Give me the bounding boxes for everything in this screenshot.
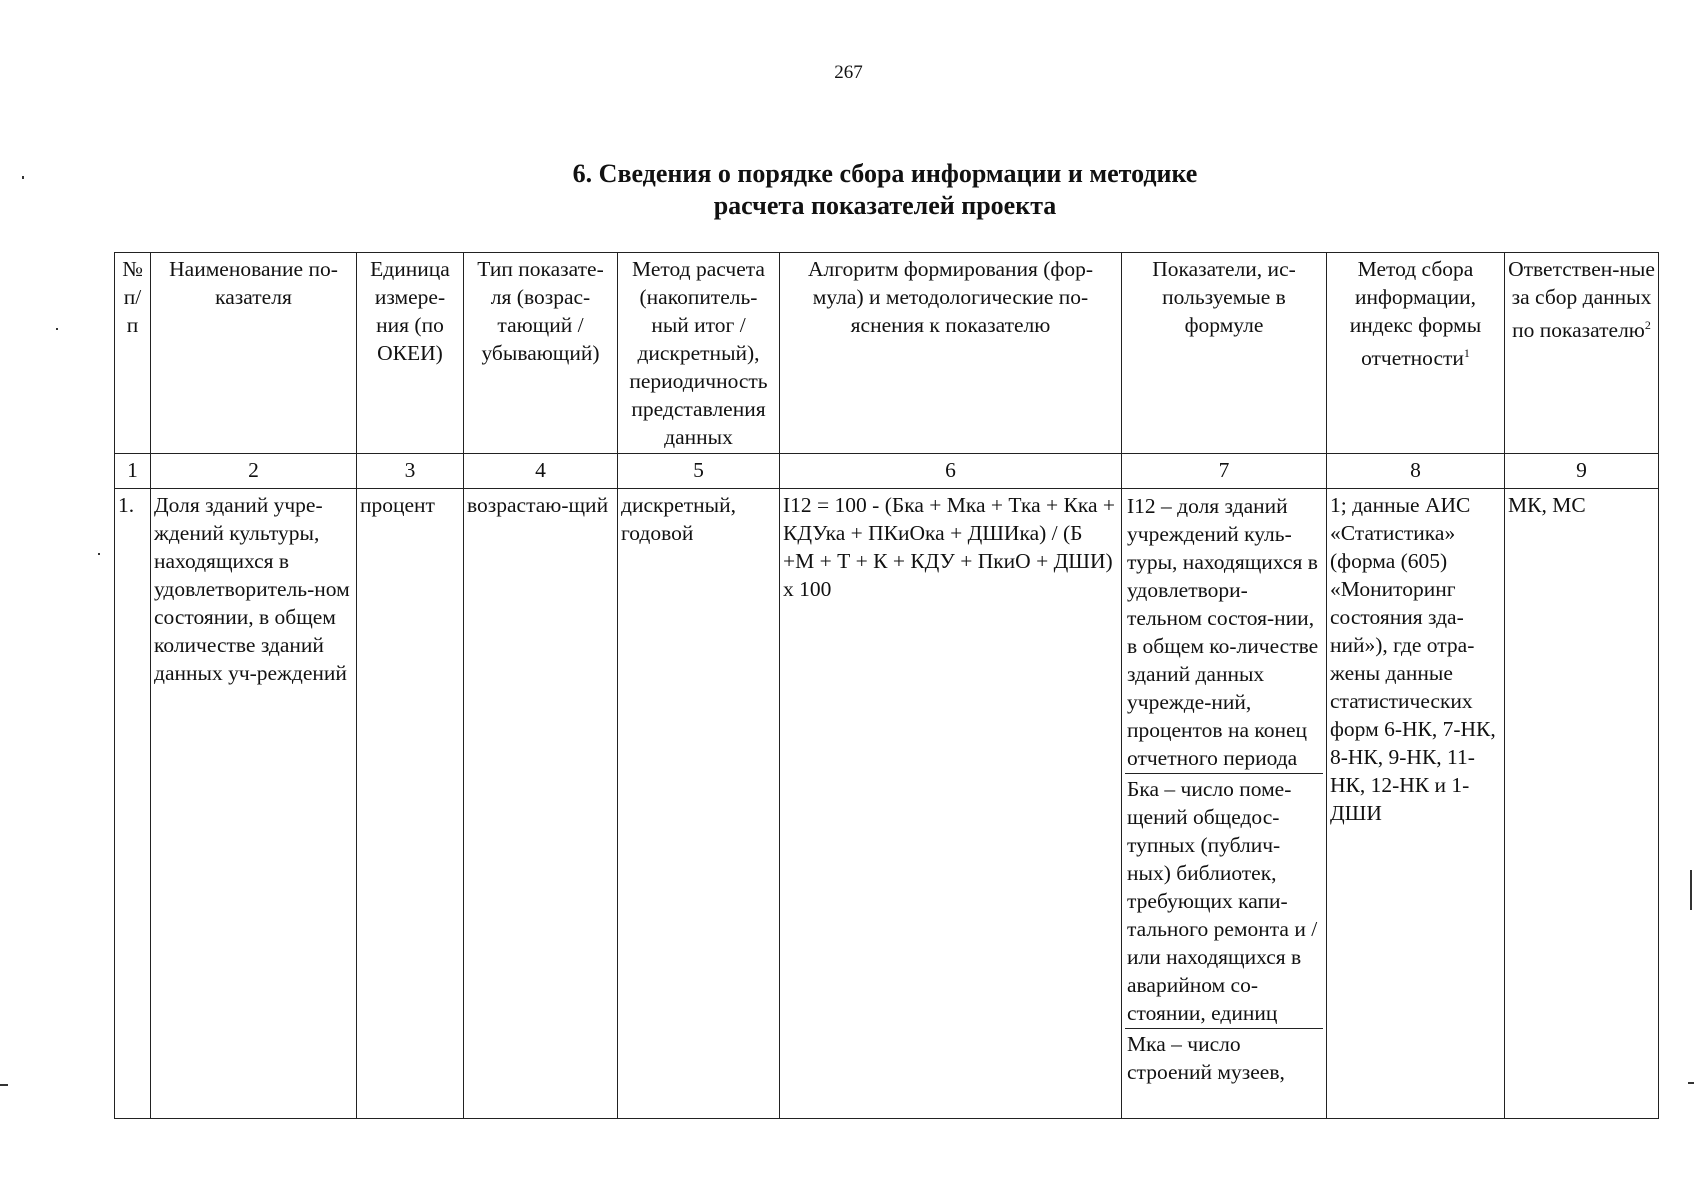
footnote-marker-2: 2 (1644, 318, 1651, 332)
collection-method-cell: 1; данные АИС «Статистика» (форма (605) «Мониторинг состояния зда-ний»), где отра-жены данные статистических форм 6-НК, 7-НК, 8-НК, 9-НК, 11-НК, 12-НК и 1-ДШИ (1327, 489, 1505, 1119)
type-cell: возрастаю-щий (464, 489, 618, 1119)
header-cell-unit: Единица измере-ния (по ОКЕИ) (357, 253, 464, 454)
column-number: 2 (151, 454, 357, 489)
title-line-1: 6. Сведения о порядке сбора информации и методике (572, 159, 1198, 188)
scan-speck (98, 553, 100, 555)
indicator-definition: Бка – число поме-щений общедос-тупных (публич-ных) библиотек, требующих капи-тального ремонта и /или находящихся в аварийном со-стоянии, единиц (1125, 773, 1323, 1028)
column-number: 7 (1122, 454, 1327, 489)
formula-cell: I12 = 100 - (Бка + Мка + Тка + Кка + КДУка + ПКиОка + ДШИка) / (Б +М + Т + К + КДУ + ПкиО + ДШИ) х 100 (780, 489, 1122, 1119)
column-number: 9 (1505, 454, 1659, 489)
responsible-cell: МК, МС (1505, 489, 1659, 1119)
indicator-definition: Мка – число строений музеев, (1125, 1028, 1323, 1087)
row-number: 1. (115, 489, 151, 1119)
header-cell-indicators: Показатели, ис-пользуемые в формуле (1122, 253, 1327, 454)
scan-speck (56, 328, 58, 330)
indicators-stack (1125, 491, 1323, 1116)
header-collection-text: Метод сбора информации, индекс формы отчетности (1349, 257, 1482, 371)
header-cell-type: Тип показате-ля (возрас-тающий / убывающий) (464, 253, 618, 454)
unit-cell: процент (357, 489, 464, 1119)
document-title (400, 158, 1370, 222)
column-number: 1 (115, 454, 151, 489)
column-number: 8 (1327, 454, 1505, 489)
scan-speck (1688, 1082, 1694, 1084)
column-number-row (115, 454, 1659, 489)
header-cell-responsible (1505, 253, 1659, 454)
header-row (115, 253, 1659, 454)
column-number: 6 (780, 454, 1122, 489)
header-cell-method: Метод расчета (накопитель-ный итог / дискретный), периодичность представления данных (618, 253, 780, 454)
page-number: 267 (834, 62, 863, 83)
footnote-marker-1: 1 (1463, 346, 1470, 360)
header-cell-collection (1327, 253, 1505, 454)
column-number: 5 (618, 454, 780, 489)
title-line-2: расчета показателей проекта (713, 191, 1057, 220)
header-cell-formula: Алгоритм формирования (фор-мула) и методологические по-яснения к показателю (780, 253, 1122, 454)
table-row (115, 489, 1659, 1119)
method-cell: дискретный, годовой (618, 489, 780, 1119)
indicator-name: Доля зданий учре-ждений культуры, находящихся в удовлетворитель-ном состоянии, в общем количестве зданий данных уч-реждений (151, 489, 357, 1119)
indicator-definition: I12 – доля зданий учреждений куль-туры, находящихся в удовлетвори-тельном состоя-нии, в общем ко-личестве зданий данных учрежде-ний, процентов на конец отчетного периода (1127, 494, 1319, 770)
indicators-cell (1122, 489, 1327, 1119)
column-number: 3 (357, 454, 464, 489)
indicators-table (114, 252, 1659, 1119)
column-number: 4 (464, 454, 618, 489)
header-responsible-text: Ответствен-ные за сбор данных по показателю (1508, 257, 1655, 343)
scan-speck (1690, 870, 1692, 910)
scan-speck (22, 176, 24, 179)
header-cell-num: № п/ п (115, 253, 151, 454)
scan-speck (0, 1084, 8, 1086)
header-cell-name: Наименование по-казателя (151, 253, 357, 454)
